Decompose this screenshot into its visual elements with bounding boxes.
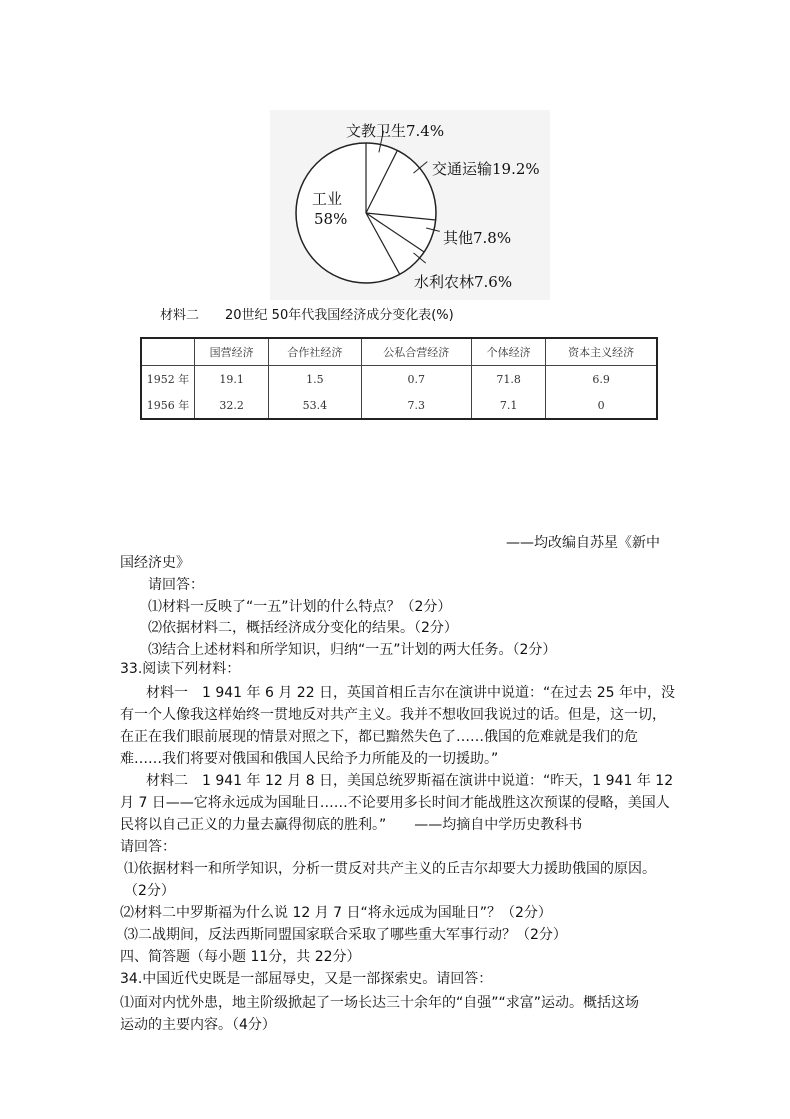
q33-m1-line2: 有一个人像我这样始终一贯地反对共产主义。我并不想收回我说过的话。但是，这一切，: [120, 707, 666, 723]
table-header-cell: 个体经济: [471, 338, 545, 366]
table-header-cell: 国营经济: [195, 338, 269, 366]
economy-table: [140, 337, 658, 420]
table-cell: 71.8: [471, 366, 545, 393]
table-cell: 1952 年: [141, 366, 195, 393]
pie-label-gongye-pct: 58%: [314, 210, 348, 228]
q33-m1-line1: 材料一 1 941 年 6 月 22 日，英国首相丘吉尔在演讲中说道：“在过去 25 年中，没: [146, 685, 676, 701]
q34-1-line2: 运动的主要内容。（4分）: [120, 1017, 276, 1033]
source-line-2: 国经济史》: [120, 555, 190, 571]
table-row: [141, 392, 657, 419]
q33-m2-line2: 月 7 日——它将永远成为国耻日……不论要用多长时间才能战胜这次预谋的侵略，美国人: [120, 795, 670, 811]
table-cell: 32.2: [195, 392, 269, 419]
table-cell: 0: [546, 392, 657, 419]
table-row: [141, 366, 657, 393]
q33-item-2: ⑵材料二中罗斯福为什么说 12 月 7 日“将永远成为国耻日”？（2分）: [120, 905, 552, 921]
q33-m2-line3: 民将以自己正义的力量去赢得彻底的胜利。” ——均摘自中学历史教科书: [120, 817, 583, 833]
table-cell: 1.5: [269, 366, 361, 393]
table-cell: 1956 年: [141, 392, 195, 419]
q32-prompt: 请回答：: [148, 577, 204, 593]
q33-item-1-score: （2分）: [124, 883, 175, 899]
table-header-cell: 公私合营经济: [361, 338, 471, 366]
q33-prompt: 请回答：: [120, 839, 176, 855]
q32-item-3: ⑶结合上述材料和所学知识，归纳“一五”计划的两大任务。（2分）: [148, 642, 557, 658]
pie-chart: [270, 110, 550, 300]
pie-label-gongye: 工业: [312, 190, 343, 208]
table-cell: 7.1: [471, 392, 545, 419]
table-cell: 7.3: [361, 392, 471, 419]
pie-label-wenjiao: 文教卫生7.4%: [346, 122, 445, 140]
table-header-cell: 合作社经济: [269, 338, 361, 366]
q34-1-line1: ⑴面对内忧外患，地主阶级掀起了一场长达三十余年的“自强”“求富”运动。概括这场: [120, 995, 640, 1011]
q33-item-1: ⑴依据材料一和所学知识，分析一贯反对共产主义的丘吉尔却要大力援助俄国的原因。: [124, 861, 656, 877]
source-line-1: ——均改编自苏星《新中: [506, 535, 660, 551]
q33-title: 33.阅读下列材料：: [120, 661, 241, 677]
table-cell: 6.9: [546, 366, 657, 393]
table-header-cell: [141, 338, 195, 366]
table-header-cell: 资本主义经济: [546, 338, 657, 366]
pie-label-qita: 其他7.8%: [443, 229, 512, 247]
pie-label-jiaotong: 交通运输19.2%: [432, 160, 540, 178]
table-cell: 19.1: [195, 366, 269, 393]
table-cell: 53.4: [269, 392, 361, 419]
pie-label-shuili: 水利农林7.6%: [414, 273, 513, 291]
table-header-row: [141, 338, 657, 366]
q34-stem: 34.中国近代史既是一部屈辱史，又是一部探索史。请回答：: [120, 971, 493, 987]
q33-item-3: ⑶二战期间，反法西斯同盟国家联合采取了哪些重大军事行动？（2分）: [124, 927, 567, 943]
q32-item-2: ⑵依据材料二，概括经济成分变化的结果。（2分）: [148, 620, 458, 636]
q32-item-1: ⑴材料一反映了“一五”计划的什么特点？（2分）: [148, 599, 452, 615]
table-cell: 0.7: [361, 366, 471, 393]
q33-m1-line3: 在正在我们眼前展现的情景对照之下，都已黯然失色了……俄国的危难就是我们的危: [120, 729, 638, 745]
table-caption: 材料二 20世纪 50年代我国经济成分变化表(%): [160, 308, 454, 323]
section4-title: 四、简答题（每小题 11分，共 22分）: [120, 949, 361, 965]
q33-m1-line4: 难……我们将要对俄国和俄国人民给予力所能及的一切援助。”: [120, 751, 499, 767]
q33-m2-line1: 材料二 1 941 年 12 月 8 日，美国总统罗斯福在演讲中说道：“昨天，1 941 年 12: [146, 773, 674, 789]
